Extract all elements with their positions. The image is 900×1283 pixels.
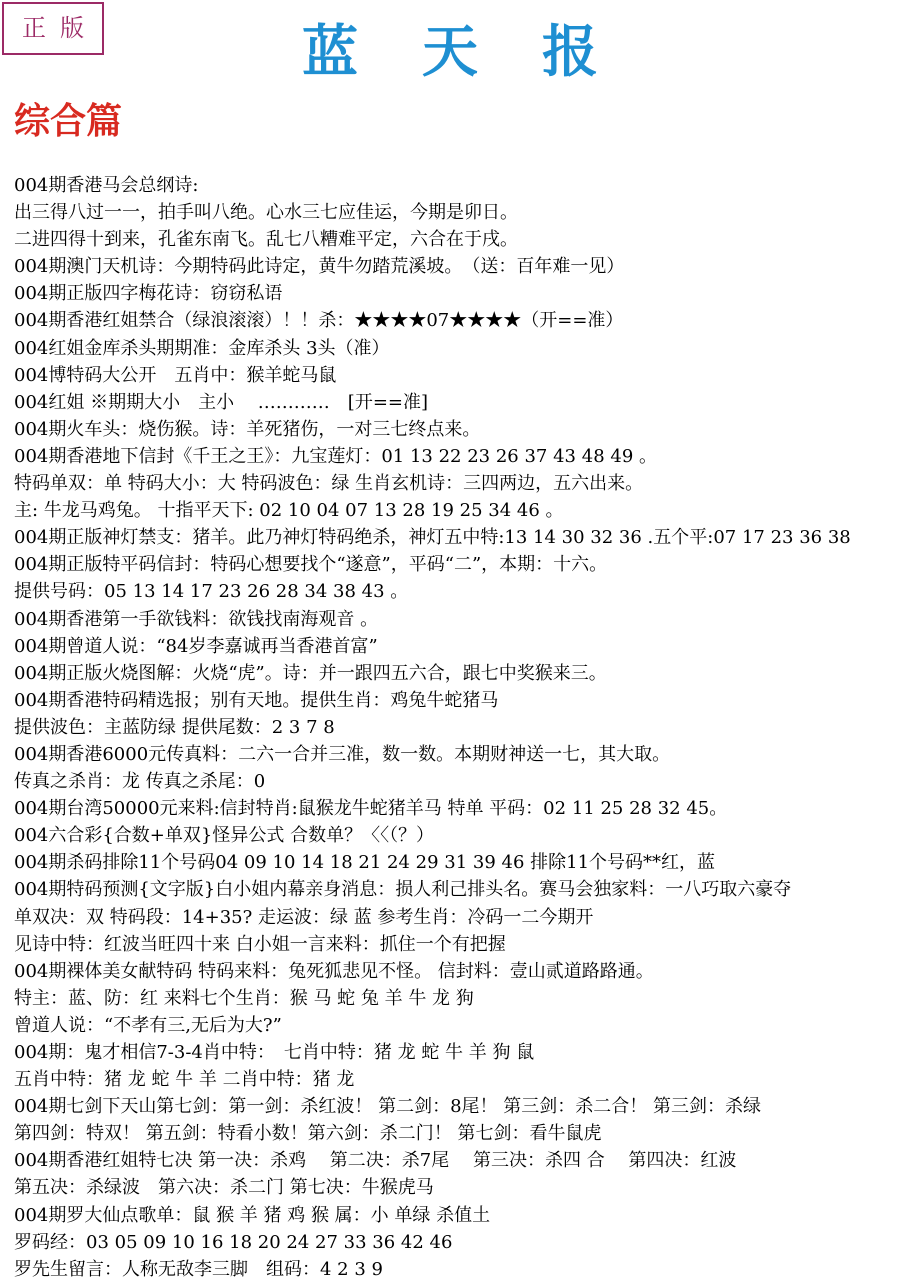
text-line: 004博特码大公开 五肖中：猴羊蛇马鼠	[14, 364, 337, 386]
text-line: 004六合彩{合数+单双}怪异公式 合数单？〈〈（？）	[14, 825, 435, 847]
text-line: 出三得八过一一，拍手叫八绝。心水三七应佳运，今期是卯日。	[14, 202, 518, 224]
text-line: 004期正版神灯禁支：猪羊。此乃神灯特码绝杀，神灯五中特:13 14 30 32 36 .五个平:07 17 23 36 38	[14, 527, 851, 549]
text-line: 见诗中特：红波当旺四十来 白小姐一言来料：抓住一个有把握	[14, 933, 506, 955]
text-line: 二进四得十到来，孔雀东南飞。乱七八糟难平定，六合在于戌。	[14, 229, 518, 251]
text-line: 004期香港红姐禁合（绿浪滚滚）！！杀：★★★★07★★★★（开==准）	[14, 310, 624, 332]
text-line: 004期台湾50000元来料:信封特肖:鼠猴龙牛蛇猪羊马 特单 平码：02 11 25 28 32 45。	[14, 798, 728, 820]
text-line: 004期香港地下信封《千王之王》：九宝莲灯：01 13 22 23 26 37 43 48 49 。	[14, 445, 657, 467]
section-title: 综合篇	[14, 100, 123, 142]
text-line: 004期七剑下天山第七剑：第一剑：杀红波！ 第二剑：8尾！ 第三剑：杀二合！ 第三剑：杀绿	[14, 1096, 761, 1118]
text-line: 曾道人说：“不孝有三,无后为大?”	[14, 1014, 282, 1036]
text-line: 罗先生留言：人称无敌李三脚 组码：4 2 3 9	[14, 1258, 383, 1280]
text-line: 五肖中特：猪 龙 蛇 牛 羊 二肖中特：猪 龙	[14, 1069, 355, 1091]
text-line: 004红姐金库杀头期期准：金库杀头 3头（准）	[14, 337, 390, 359]
text-line: 004期杀码排除11个号码04 09 10 14 18 21 24 29 31 39 46 排除11个号码**红，蓝	[14, 852, 716, 874]
text-line: 第四剑：特双！ 第五剑：特看小数！第六剑：杀二门！ 第七剑：看牛鼠虎	[14, 1123, 602, 1145]
text-line: 004期香港马会总纲诗:	[14, 175, 199, 196]
text-line: 提供号码：05 13 14 17 23 26 28 34 38 43 。	[14, 581, 409, 603]
masthead-title: 蓝天报	[302, 19, 662, 85]
text-line: 004期正版四字梅花诗：窃窃私语	[14, 283, 283, 305]
text-line: 传真之杀肖：龙 传真之杀尾：0	[14, 771, 266, 793]
text-line: 004期香港6000元传真料：二六一合并三准，数一数。本期财神送一七，其大取。	[14, 743, 671, 765]
text-line: 第五决：杀绿波 第六决：杀二门 第七决：牛猴虎马	[14, 1177, 434, 1199]
edition-badge: 正版	[2, 2, 104, 55]
text-line: 特主：蓝、防：红 来料七个生肖：猴 马 蛇 兔 羊 牛 龙 狗	[14, 987, 474, 1009]
text-line: 004期裸体美女献特码 特码来料：兔死狐悲见不怪。 信封料：壹山贰道路路通。	[14, 960, 654, 982]
text-line: 004期火车头：烧伤猴。诗：羊死猪伤，一对三七终点来。	[14, 418, 481, 440]
text-line: 主: 牛龙马鸡兔。 十指平天下: 02 10 04 07 13 28 19 25 34 46 。	[14, 500, 564, 522]
text-line: 单双决：双 特码段：14+35? 走运波：绿 蓝 参考生肖：冷码一二今期开	[14, 906, 594, 928]
text-line: 004期香港红姐特七决 第一决：杀鸡 第二决：杀7尾 第三决：杀四 合 第四决：红波	[14, 1150, 737, 1172]
text-line: 004期正版特平码信封：特码心想要找个“遂意”，平码“二”，本期：十六。	[14, 554, 608, 576]
text-line: 004期澳门天机诗：今期特码此诗定，黄牛勿踏荒溪坡。 （送：百年难一见）	[14, 256, 625, 278]
text-line: 004期罗大仙点歌单：鼠 猴 羊 猪 鸡 猴 属：小 单绿 杀值土	[14, 1204, 491, 1226]
text-line: 特码单双：单 特码大小：大 特码波色：绿 生肖玄机诗：三四两边，五六出来。	[14, 473, 644, 495]
text-line: 罗码经：03 05 09 10 16 18 20 24 27 33 36 42 46	[14, 1231, 453, 1253]
text-line: 004期：鬼才相信7-3-4肖中特： 七肖中特：猪 龙 蛇 牛 羊 狗 鼠	[14, 1042, 535, 1063]
text-line: 004期特码预测{文字版}白小姐内幕亲身消息：损人利己排头名。赛马会独家料：一八巧取六豪夺	[14, 879, 792, 901]
article-body	[14, 172, 898, 1283]
text-line: 004期香港第一手欲钱料：欲钱找南海观音 。	[14, 608, 379, 630]
text-line: 004期正版火烧图解：火烧“虎”。诗：并一跟四五六合，跟七中奖猴来三。	[14, 662, 607, 684]
text-line: 004期香港特码精选报；别有天地。提供生肖：鸡兔牛蛇猪马	[14, 689, 499, 711]
text-line: 提供波色：主蓝防绿 提供尾数：2 3 7 8	[14, 716, 335, 738]
text-line: 004红姐 ※期期大小 主小 ………… [开==准]	[14, 391, 429, 413]
text-line: 004期曾道人说：“84岁李嘉诚再当香港首富”	[14, 635, 378, 657]
